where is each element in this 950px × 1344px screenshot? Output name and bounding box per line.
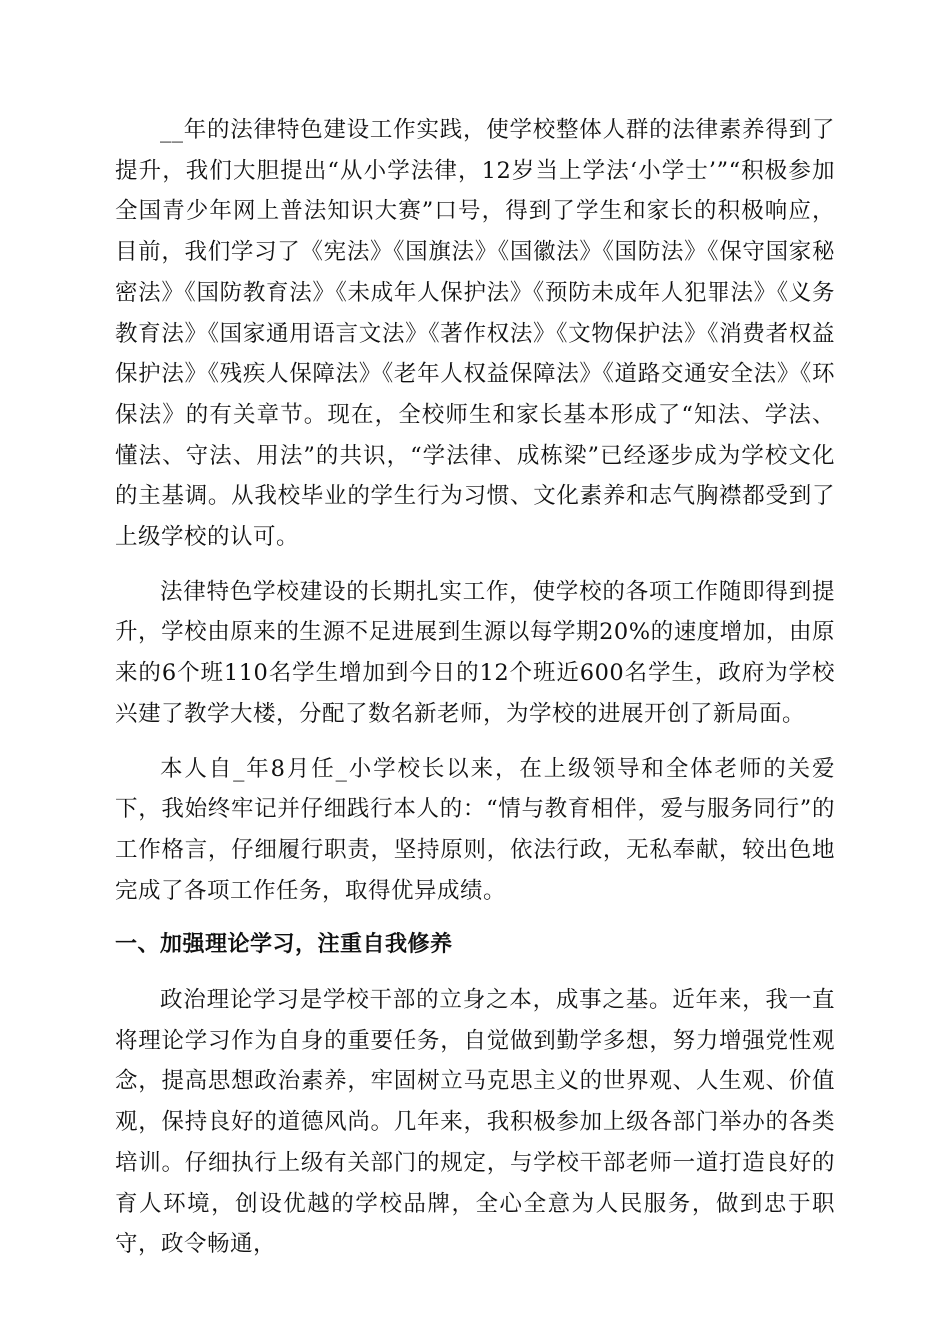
section-heading: 一、加强理论学习，注重自我修养 [115,932,453,958]
paragraph-school-development: 法律特色学校建设的长期扎实工作，使学校的各项工作随即得到提升，学校由原来的生源不足进展到生源以每学期20%的速度增加，由原来的6个班110名学生增加到今日的12个班近600名学生，政府为学校兴建了教学大楼，分配了数名新老师，为学校的进展开创了新局面。 [115,578,835,727]
paragraph-theory-study: 政治理论学习是学校干部的立身之本，成事之基。近年来，我一直将理论学习作为自身的重要任务，自觉做到勤学多想，努力增强党性观念，提高思想政治素养，牢固树立马克思主义的世界观、人生观、价值观，保持良好的道德风尚。几年来，我积极参加上级各部门举办的各类培训。仔细执行上级有关部门的规定，与学校干部老师一道打造良好的育人环境，创设优越的学校品牌，全心全意为人民服务，做到忠于职守，政令畅通， [115,987,835,1258]
paragraph-principal-intro: 本人自_年8月任_小学校长以来，在上级领导和全体老师的关爱下，我始终牢记并仔细践行本人的：“情与教育相伴，爱与服务同行”的工作格言，仔细履行职责，坚持原则，依法行政，无私奉献，较出色地完成了各项工作任务，取得优异成绩。 [115,755,835,904]
document-page [115,110,835,1279]
paragraph-legal-education-practice: __年的法律特色建设工作实践，使学校整体人群的法律素养得到了提升，我们大胆提出“从小学法律，12岁当上学法‘小学士’”“积极参加全国青少年网上普法知识大赛”口号，得到了学生和家长的积极响应，目前，我们学习了《宪法》《国旗法》《国徽法》《国防法》《保守国家秘密法》《国防教育法》《未成年人保护法》《预防未成年人犯罪法》《义务教育法》《国家通用语言文法》《著作权法》《文物保护法》《消费者权益保护法》《残疾人保障法》《老年人权益保障法》《道路交通安全法》《环保法》的有关章节。现在，全校师生和家长基本形成了“知法、学法、懂法、守法、用法”的共识，“学法律、成栋梁”已经逐步成为学校文化的主基调。从我校毕业的学生行为习惯、文化素养和志气胸襟都受到了上级学校的认可。 [115,117,835,551]
